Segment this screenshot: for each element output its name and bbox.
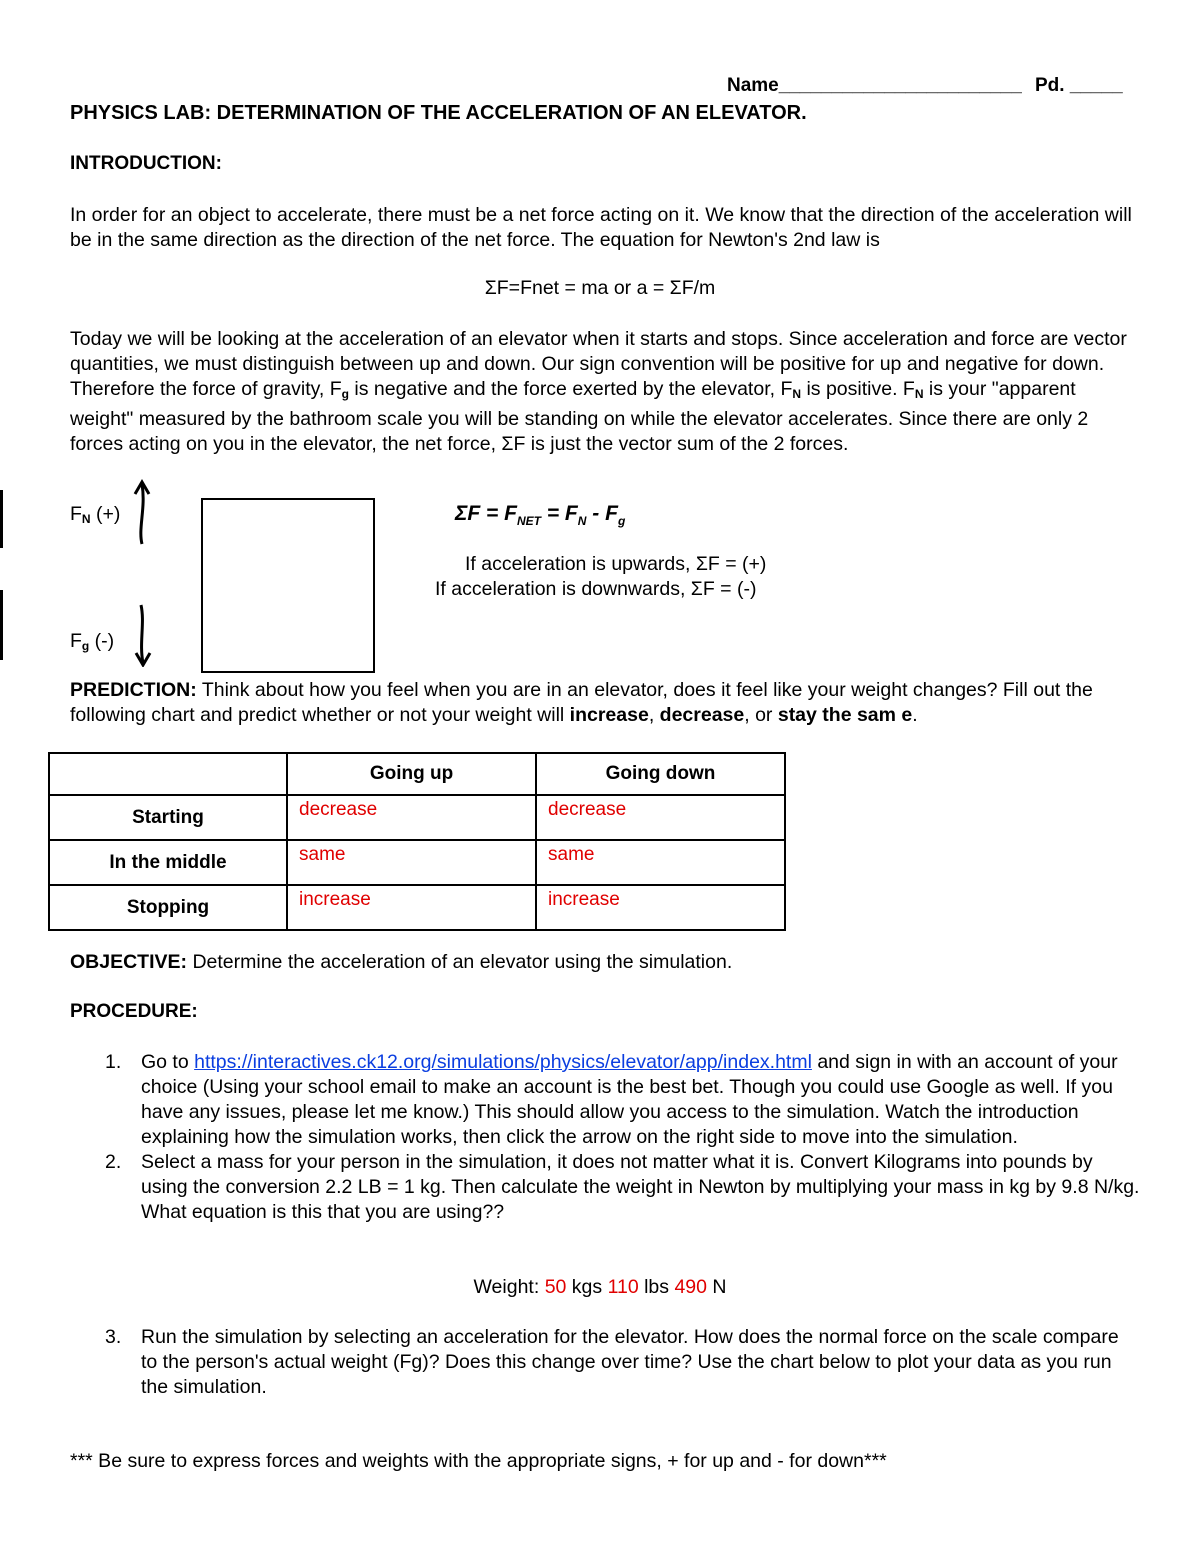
margin-mark-top	[0, 490, 3, 548]
normal-force-label: $F_N$ (+)	[70, 503, 121, 526]
column-header-going-up: Going up	[287, 753, 536, 795]
net-force-equation: $\Sigma F = F_{NET} = F_N - F_g$	[455, 502, 626, 528]
procedure-step-1: 1. Go to https://interactives.ck12.org/simulations/physics/elevator/app/index.html and sign in with an account of your choice (Using your school email to make an account is the best bet. Though you could use Google as well. If you have any issues, please let me know.) This should allow you access to the simulation. Watch the introduction explaining how the simulation works, then click the arrow on the right side to move into the simulation.	[105, 1051, 1118, 1148]
objective-line: OBJECTIVE: Determine the acceleration of an elevator using the simulation.	[70, 951, 733, 973]
answer-cell[interactable]: increase	[287, 885, 536, 930]
para2-text-c: is positive. F	[801, 378, 915, 400]
introduction-paragraph-1: In order for an object to accelerate, there must be a net force acting on it. We know that the direction of the acceleration will be in the same direction as the direction of the net force. The equation for Newton's 2nd law is	[70, 204, 1132, 251]
introduction-paragraph-2	[70, 327, 1140, 457]
row-header-middle: In the middle	[49, 840, 287, 885]
column-header-going-down: Going down	[536, 753, 785, 795]
simulation-link[interactable]: https://interactives.ck12.org/simulations/physics/elevator/app/index.html	[194, 1051, 812, 1073]
table-row	[49, 795, 785, 840]
procedure-heading: PROCEDURE:	[70, 1001, 198, 1022]
introduction-heading: INTRODUCTION:	[70, 153, 222, 174]
newton-equation: ΣF=Fnet = ma or a = ΣF/m	[484, 277, 716, 299]
para2-sub-n2: N	[914, 387, 924, 401]
table-corner-cell	[49, 753, 287, 795]
margin-mark-bottom	[0, 590, 3, 660]
para2-sub-n1: N	[792, 387, 802, 401]
weight-n-value: 490	[674, 1276, 707, 1298]
para2-text-b: is negative and the force exerted by the elevator, F	[349, 378, 793, 400]
weight-kg-value: 50	[544, 1276, 567, 1298]
row-header-stopping: Stopping	[49, 885, 287, 930]
answer-cell[interactable]: same	[287, 840, 536, 885]
procedure-step-2: 2. Select a mass for your person in the simulation, it does not matter what it is. Convert Kilograms into pounds by using the conversion 2.2 LB = 1 kg. Then calculate the weight in Newton by multiplying your mass in kg by 9.8 N/kg. What equation is this that you are using??	[105, 1151, 1140, 1223]
down-arrow-icon	[131, 603, 155, 667]
weight-line: Weight: 50 kgs 110 lbs 490 N	[473, 1276, 727, 1298]
footer-note: *** Be sure to express forces and weights with the appropriate signs, + for up and - for down***	[70, 1450, 887, 1472]
para2-text-a: Today we will be looking at the acceleration of an elevator when it starts and stops. Since acceleration and force are vector quantities, we must distinguish between up and down. Our sign convention will be positive for up and negative for down. Therefore the force of gravity, F	[70, 328, 1127, 400]
downward-acceleration-note: If acceleration is downwards, ΣF = (-)	[435, 578, 757, 600]
up-arrow-icon	[130, 478, 154, 546]
procedure-step-3: 3. Run the simulation by selecting an acceleration for the elevator. How does the normal force on the scale compare to the person's actual weight (Fg)? Does this change over time? Use the chart below to plot your data as you run the simulation.	[105, 1326, 1119, 1398]
name-field-label: Name_______________________	[727, 75, 1022, 96]
period-field-label: Pd. _____	[1035, 75, 1123, 96]
prediction-paragraph: PREDICTION: Think about how you feel when you are in an elevator, does it feel like your weight changes? Fill out the following chart and predict whether or not your weight will increase, decrease, or stay the sam e.	[70, 679, 1093, 726]
gravity-force-label: $F_g$ (-)	[70, 630, 115, 653]
para2-sub-g: g	[341, 387, 350, 401]
page-title: PHYSICS LAB: DETERMINATION OF THE ACCELERATION OF AN ELEVATOR.	[70, 102, 807, 124]
para2-text-d: is your "apparent weight" measured by the bathroom scale you will be standing on while the elevator accelerates. Since there are only 2 forces acting on you in the elevator, the net force, ΣF is just the vector sum of the 2 forces.	[70, 378, 1089, 455]
elevator-box	[201, 498, 375, 673]
answer-cell[interactable]: same	[536, 840, 785, 885]
row-header-starting: Starting	[49, 795, 287, 840]
table-row	[49, 840, 785, 885]
answer-cell[interactable]: decrease	[287, 795, 536, 840]
prediction-table	[48, 752, 786, 931]
upward-acceleration-note: If acceleration is upwards, ΣF = (+)	[465, 553, 767, 575]
table-row	[49, 885, 785, 930]
table-header-row	[49, 753, 785, 795]
answer-cell[interactable]: decrease	[536, 795, 785, 840]
weight-lbs-value: 110	[607, 1276, 639, 1298]
answer-cell[interactable]: increase	[536, 885, 785, 930]
procedure-list	[70, 1050, 1140, 1225]
procedure-list-continued	[70, 1325, 1140, 1400]
